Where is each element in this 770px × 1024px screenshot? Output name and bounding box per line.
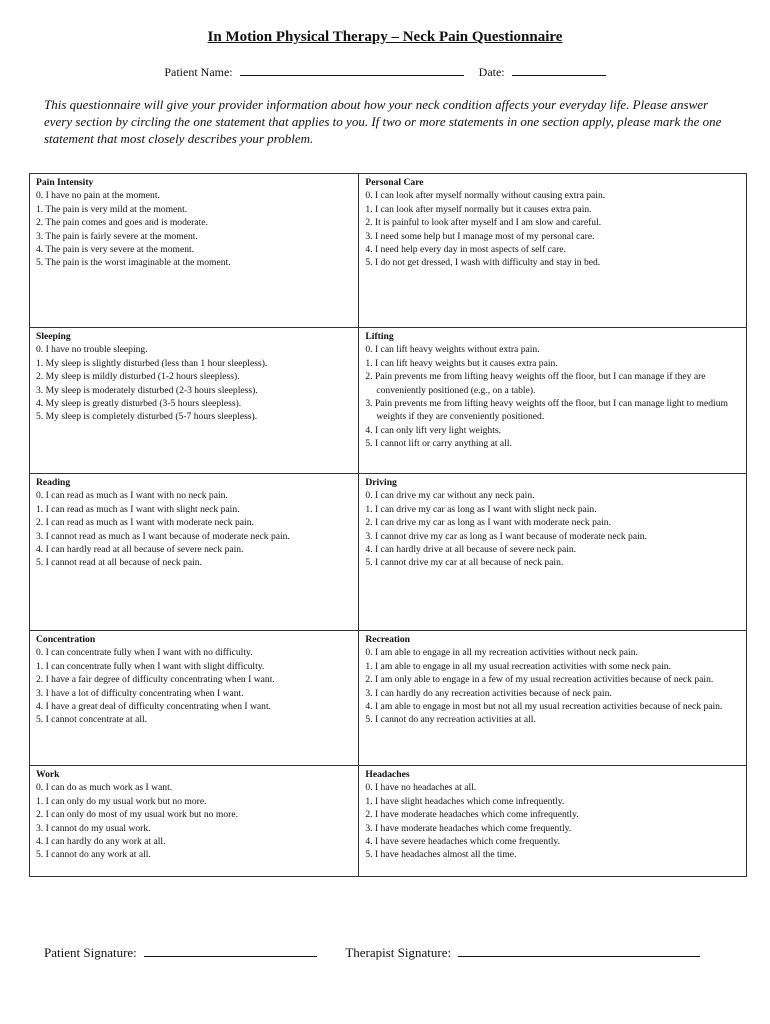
therapist-signature-label: Therapist Signature:: [345, 945, 452, 960]
section-option[interactable]: 1. I can drive my car as long as I want with slight neck pain.: [365, 503, 597, 515]
section-option[interactable]: 5. The pain is the worst imaginable at the moment.: [36, 257, 231, 269]
section-option[interactable]: 0. I can do as much work as I want.: [36, 782, 173, 794]
section-title: Pain Intensity: [36, 177, 94, 188]
date-field[interactable]: [512, 64, 606, 76]
section-option[interactable]: 4. I can hardly drive at all because of severe neck pain.: [365, 544, 577, 556]
section-option[interactable]: 0. I can lift heavy weights without extra pain.: [365, 344, 540, 356]
section-option[interactable]: 1. I can lift heavy weights but it causes extra pain.: [365, 357, 558, 369]
section-cell: [359, 328, 747, 474]
section-option[interactable]: 5. I cannot drive my car at all because of neck pain.: [365, 557, 564, 569]
questionnaire-row: [30, 174, 747, 328]
section-option[interactable]: 2. I can drive my car as long as I want with moderate neck pain.: [365, 517, 611, 529]
questionnaire-grid: [29, 173, 747, 877]
questionnaire-row: [30, 328, 747, 474]
section-option[interactable]: 2. I have moderate headaches which come infrequently.: [365, 809, 579, 821]
section-cell: [359, 474, 747, 631]
section-option[interactable]: 4. I am able to engage in most but not all my usual recreation activities because of neck pain.: [365, 701, 723, 713]
section-option[interactable]: 0. I can drive my car without any neck pain.: [365, 490, 535, 502]
page-title: In Motion Physical Therapy – Neck Pain Questionnaire: [207, 29, 563, 45]
section-option[interactable]: 2. Pain prevents me from lifting heavy weights off the floor, but I can manage if they are conveniently positioned (e.g., on a table).: [365, 371, 706, 396]
section-option[interactable]: 5. I do not get dressed, I wash with difficulty and stay in bed.: [365, 257, 601, 269]
section-option[interactable]: 5. I cannot do any recreation activities at all.: [365, 714, 536, 726]
section-option[interactable]: 0. I can concentrate fully when I want with no difficulty.: [36, 647, 253, 659]
section-cell: [359, 631, 747, 766]
section-option[interactable]: 4. I can hardly do any work at all.: [36, 836, 166, 848]
instructions: This questionnaire will give your provider information about how your neck condition affects your everyday life. Please answer every section by circling the one statement that applies to you. If two or more statements in one section apply, please mark the one statement that most closely describes your problem.: [44, 97, 722, 146]
section-cell: [30, 474, 359, 631]
therapist-signature-field[interactable]: [458, 945, 700, 957]
section-option[interactable]: 1. I can concentrate fully when I want with slight difficulty.: [36, 660, 265, 672]
section-option[interactable]: 3. I have a lot of difficulty concentrating when I want.: [36, 687, 244, 699]
section-option[interactable]: 5. I cannot do any work at all.: [36, 849, 151, 861]
section-title: Personal Care: [365, 177, 424, 188]
section-option[interactable]: 0. I can read as much as I want with no neck pain.: [36, 490, 228, 502]
section-cell: [30, 174, 359, 328]
section-title: Concentration: [36, 634, 96, 645]
section-option[interactable]: 2. The pain comes and goes and is moderate.: [36, 217, 208, 229]
section-option[interactable]: 3. I cannot drive my car as long as I want because of moderate neck pain.: [365, 530, 647, 542]
section-option[interactable]: 5. I cannot concentrate at all.: [36, 714, 148, 726]
date-label: Date:: [478, 65, 505, 79]
section-option[interactable]: 4. I can only lift very light weights.: [365, 424, 501, 436]
patient-signature-label: Patient Signature:: [44, 945, 137, 960]
patient-name-field[interactable]: [240, 64, 464, 76]
section-option[interactable]: 1. I can only do my usual work but no more.: [36, 795, 207, 807]
section-cell: [359, 766, 747, 877]
section-title: Recreation: [365, 634, 410, 645]
section-option[interactable]: 4. I need help every day in most aspects of self care.: [365, 244, 566, 256]
section-option[interactable]: 2. It is painful to look after myself and I am slow and careful.: [365, 217, 602, 229]
section-cell: [30, 631, 359, 766]
section-title: Sleeping: [36, 331, 71, 342]
section-option[interactable]: 4. The pain is very severe at the moment.: [36, 244, 195, 256]
section-option[interactable]: 1. I can read as much as I want with slight neck pain.: [36, 503, 240, 515]
section-option[interactable]: 3. I can hardly do any recreation activities because of neck pain.: [365, 687, 612, 699]
section-option[interactable]: 3. I cannot do my usual work.: [36, 822, 151, 834]
section-option[interactable]: 4. I can hardly read at all because of severe neck pain.: [36, 544, 244, 556]
section-option[interactable]: 0. I can look after myself normally without causing extra pain.: [365, 190, 606, 202]
signature-line: [44, 945, 700, 961]
section-option[interactable]: 3. I need some help but I manage most of my personal care.: [365, 230, 595, 242]
section-option[interactable]: 1. The pain is very mild at the moment.: [36, 203, 188, 215]
section-option[interactable]: 0. I have no trouble sleeping.: [36, 344, 148, 356]
section-option[interactable]: 2. I can only do most of my usual work but no more.: [36, 809, 238, 821]
patient-info-line: [0, 64, 770, 80]
section-option[interactable]: 3. I cannot read as much as I want because of moderate neck pain.: [36, 530, 290, 542]
patient-name-label: Patient Name:: [164, 65, 233, 79]
section-option[interactable]: 2. I can read as much as I want with moderate neck pain.: [36, 517, 254, 529]
section-option[interactable]: 1. I am able to engage in all my usual recreation activities with some neck pain.: [365, 660, 671, 672]
section-option[interactable]: 2. I have a fair degree of difficulty concentrating when I want.: [36, 674, 275, 686]
questionnaire-row: [30, 631, 747, 766]
section-option[interactable]: 5. I cannot lift or carry anything at all.: [365, 438, 512, 450]
section-option[interactable]: 0. I have no pain at the moment.: [36, 190, 160, 202]
section-title: Lifting: [365, 331, 394, 342]
section-option[interactable]: 1. I can look after myself normally but it causes extra pain.: [365, 203, 592, 215]
section-option[interactable]: 4. I have severe headaches which come frequently.: [365, 836, 560, 848]
questionnaire-row: [30, 474, 747, 631]
section-title: Headaches: [365, 769, 410, 780]
section-title: Reading: [36, 477, 71, 488]
section-title: Driving: [365, 477, 397, 488]
section-title: Work: [36, 769, 60, 780]
section-option[interactable]: 1. I have slight headaches which come infrequently.: [365, 795, 565, 807]
section-option[interactable]: 3. My sleep is moderately disturbed (2-3 hours sleepless).: [36, 384, 258, 396]
section-option[interactable]: 5. My sleep is completely disturbed (5-7 hours sleepless).: [36, 411, 258, 423]
section-option[interactable]: 3. Pain prevents me from lifting heavy weights off the floor, but I can manage light to medium weights if they are conveniently positioned.: [365, 398, 728, 423]
section-option[interactable]: 4. I have a great deal of difficulty concentrating when I want.: [36, 701, 272, 713]
section-option[interactable]: 3. I have moderate headaches which come frequently.: [365, 822, 572, 834]
section-option[interactable]: 3. The pain is fairly severe at the moment.: [36, 230, 198, 242]
section-cell: [30, 328, 359, 474]
section-option[interactable]: 0. I am able to engage in all my recreation activities without neck pain.: [365, 647, 638, 659]
section-option[interactable]: 1. My sleep is slightly disturbed (less than 1 hour sleepless).: [36, 357, 268, 369]
section-cell: [359, 174, 747, 328]
section-option[interactable]: 4. My sleep is greatly disturbed (3-5 hours sleepless).: [36, 398, 242, 410]
questionnaire-row: [30, 766, 747, 877]
section-option[interactable]: 2. My sleep is mildly disturbed (1-2 hours sleepless).: [36, 371, 240, 383]
section-option[interactable]: 0. I have no headaches at all.: [365, 782, 477, 794]
section-option[interactable]: 5. I cannot read at all because of neck pain.: [36, 557, 202, 569]
section-option[interactable]: 2. I am only able to engage in a few of my usual recreation activities because of neck pain.: [365, 674, 714, 686]
section-option[interactable]: 5. I have headaches almost all the time.: [365, 849, 517, 861]
patient-signature-field[interactable]: [144, 945, 317, 957]
section-cell: [30, 766, 359, 877]
